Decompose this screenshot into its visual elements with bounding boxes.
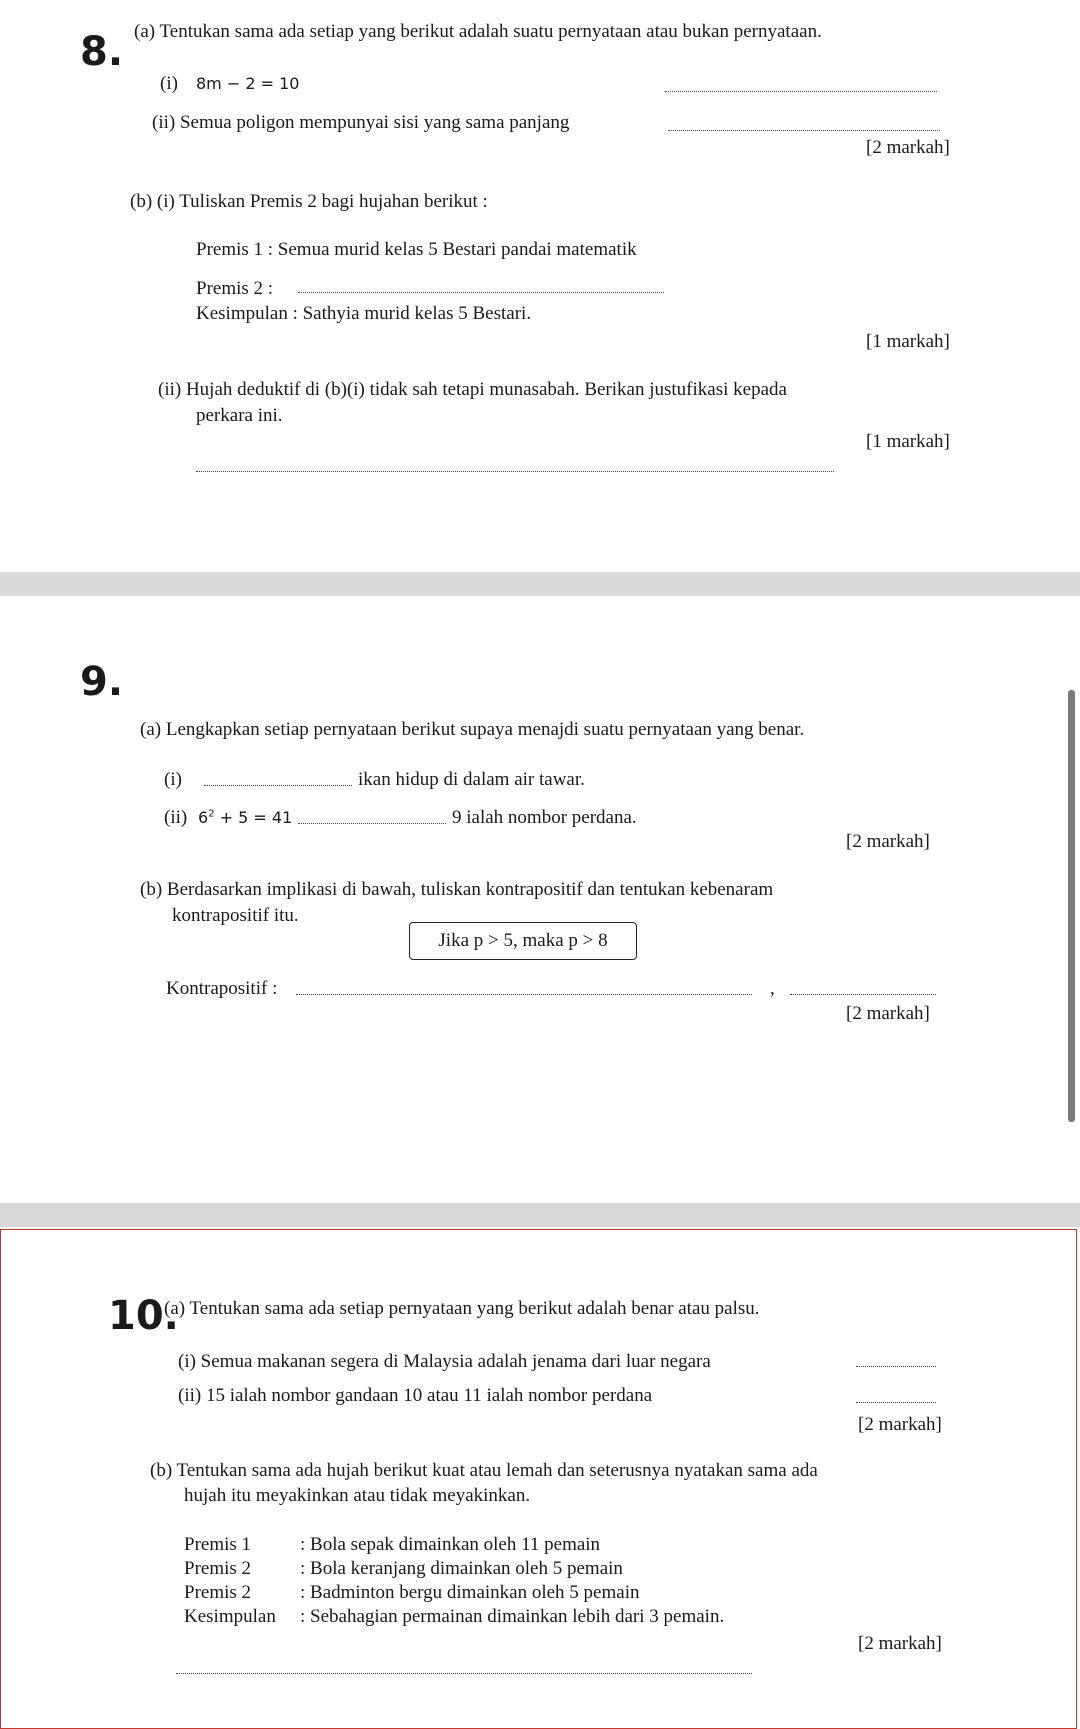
q9-b-line-1: (b) Berdasarkan implikasi di bawah, tuliskan kontrapositif dan tentukan kebenaram [140, 879, 774, 900]
q10-a-ii: (ii) 15 ialah nombor gandaan 10 atau 11 ialah nombor perdana [178, 1385, 653, 1406]
q8-b-i: (b) (i) Tuliskan Premis 2 bagi hujahan berikut : [130, 191, 488, 212]
kontrapositif-label: Kontrapositif : [166, 978, 278, 999]
q10-b-marks: [2 markah] [858, 1633, 942, 1654]
premis-text: : Bola keranjang dimainkan oleh 5 pemain [300, 1558, 623, 1579]
question-number-8: 8. [80, 29, 124, 75]
kesimpulan-text: : Sebahagian permainan dimainkan lebih dari 3 pemain. [300, 1606, 725, 1627]
premis-label: Premis 2 [184, 1582, 252, 1603]
kesimpulan-label: Kesimpulan [184, 1606, 276, 1627]
answer-line[interactable] [668, 130, 940, 131]
premis-text: : Badminton bergu dimainkan oleh 5 pemain [300, 1582, 640, 1603]
q9-a-i-label: (i) [164, 769, 182, 790]
q10-b-line-1: (b) Tentukan sama ada hujah berikut kuat atau lemah dan seterusnya nyatakan sama ada [150, 1460, 818, 1481]
math-rest: + 5 = 41 [214, 808, 293, 827]
q10-a-marks: [2 markah] [858, 1414, 942, 1435]
comma: , [770, 978, 775, 999]
q10-b-line-2: hujah itu meyakinkan atau tidak meyakinkan. [184, 1485, 531, 1506]
q8-premis-2-label: Premis 2 : [196, 278, 274, 299]
answer-line[interactable] [665, 91, 937, 92]
q8-a-marks: [2 markah] [866, 137, 950, 158]
q9-a-intro: (a) Lengkapkan setiap pernyataan berikut supaya menajdi suatu pernyataan yang benar. [140, 719, 805, 740]
premis-label: Premis 1 [184, 1534, 252, 1555]
answer-line[interactable] [856, 1366, 936, 1367]
q8-a-i-label: (i) [160, 73, 178, 94]
implication-text: Jika p > 5, maka p > 8 [438, 930, 608, 951]
truth-answer-line[interactable] [790, 994, 936, 995]
answer-line[interactable] [856, 1402, 936, 1403]
q8-a-ii: (ii) Semua poligon mempunyai sisi yang sama panjang [152, 112, 570, 133]
q8-b-ii-marks: [1 markah] [866, 431, 950, 452]
kontrapositif-answer-line[interactable] [296, 994, 752, 995]
q8-kesimpulan: Kesimpulan : Sathyia murid kelas 5 Bestari. [196, 303, 532, 324]
q10-a-intro: (a) Tentukan sama ada setiap pernyataan yang berikut adalah benar atau palsu. [164, 1298, 760, 1319]
q8-b-i-marks: [1 markah] [866, 331, 950, 352]
q9-a-i-text: ikan hidup di dalam air tawar. [358, 769, 585, 790]
section-divider [0, 572, 1080, 596]
math-exponent: 2 [208, 808, 215, 820]
q9-a-ii-label: (ii) [164, 807, 188, 828]
answer-line[interactable] [298, 823, 446, 824]
q8-premis-1: Premis 1 : Semua murid kelas 5 Bestari pandai matematik [196, 239, 637, 260]
section-divider [0, 1203, 1080, 1227]
q8-a-i-math: 8m − 2 = 10 [196, 74, 300, 93]
math-base: 6 [198, 808, 209, 827]
question-number-10: 10. [108, 1293, 179, 1339]
question-number-9: 9. [80, 659, 124, 705]
q9-b-line-2: kontrapositif itu. [172, 905, 299, 926]
q9-b-marks: [2 markah] [846, 1003, 930, 1024]
q8-b-ii-line-2: perkara ini. [196, 405, 283, 426]
q8-b-ii-line-1: (ii) Hujah deduktif di (b)(i) tidak sah tetapi munasabah. Berikan justufikasi kepada [158, 379, 787, 400]
answer-line[interactable] [176, 1673, 752, 1674]
scrollbar[interactable] [1068, 690, 1075, 1122]
premis-2-answer-line[interactable] [298, 292, 664, 293]
implication-box [409, 922, 637, 960]
q9-a-ii-text: 9 ialah nombor perdana. [452, 807, 637, 828]
premis-text: : Bola sepak dimainkan oleh 11 pemain [300, 1534, 601, 1555]
answer-line[interactable] [204, 785, 352, 786]
justification-answer-line[interactable] [196, 471, 834, 472]
premis-label: Premis 2 [184, 1558, 252, 1579]
q9-a-ii-math [198, 808, 292, 827]
q9-a-marks: [2 markah] [846, 831, 930, 852]
q10-a-i: (i) Semua makanan segera di Malaysia adalah jenama dari luar negara [178, 1351, 711, 1372]
q8-a-intro: (a) Tentukan sama ada setiap yang berikut adalah suatu pernyataan atau bukan pernyataan. [134, 21, 822, 42]
